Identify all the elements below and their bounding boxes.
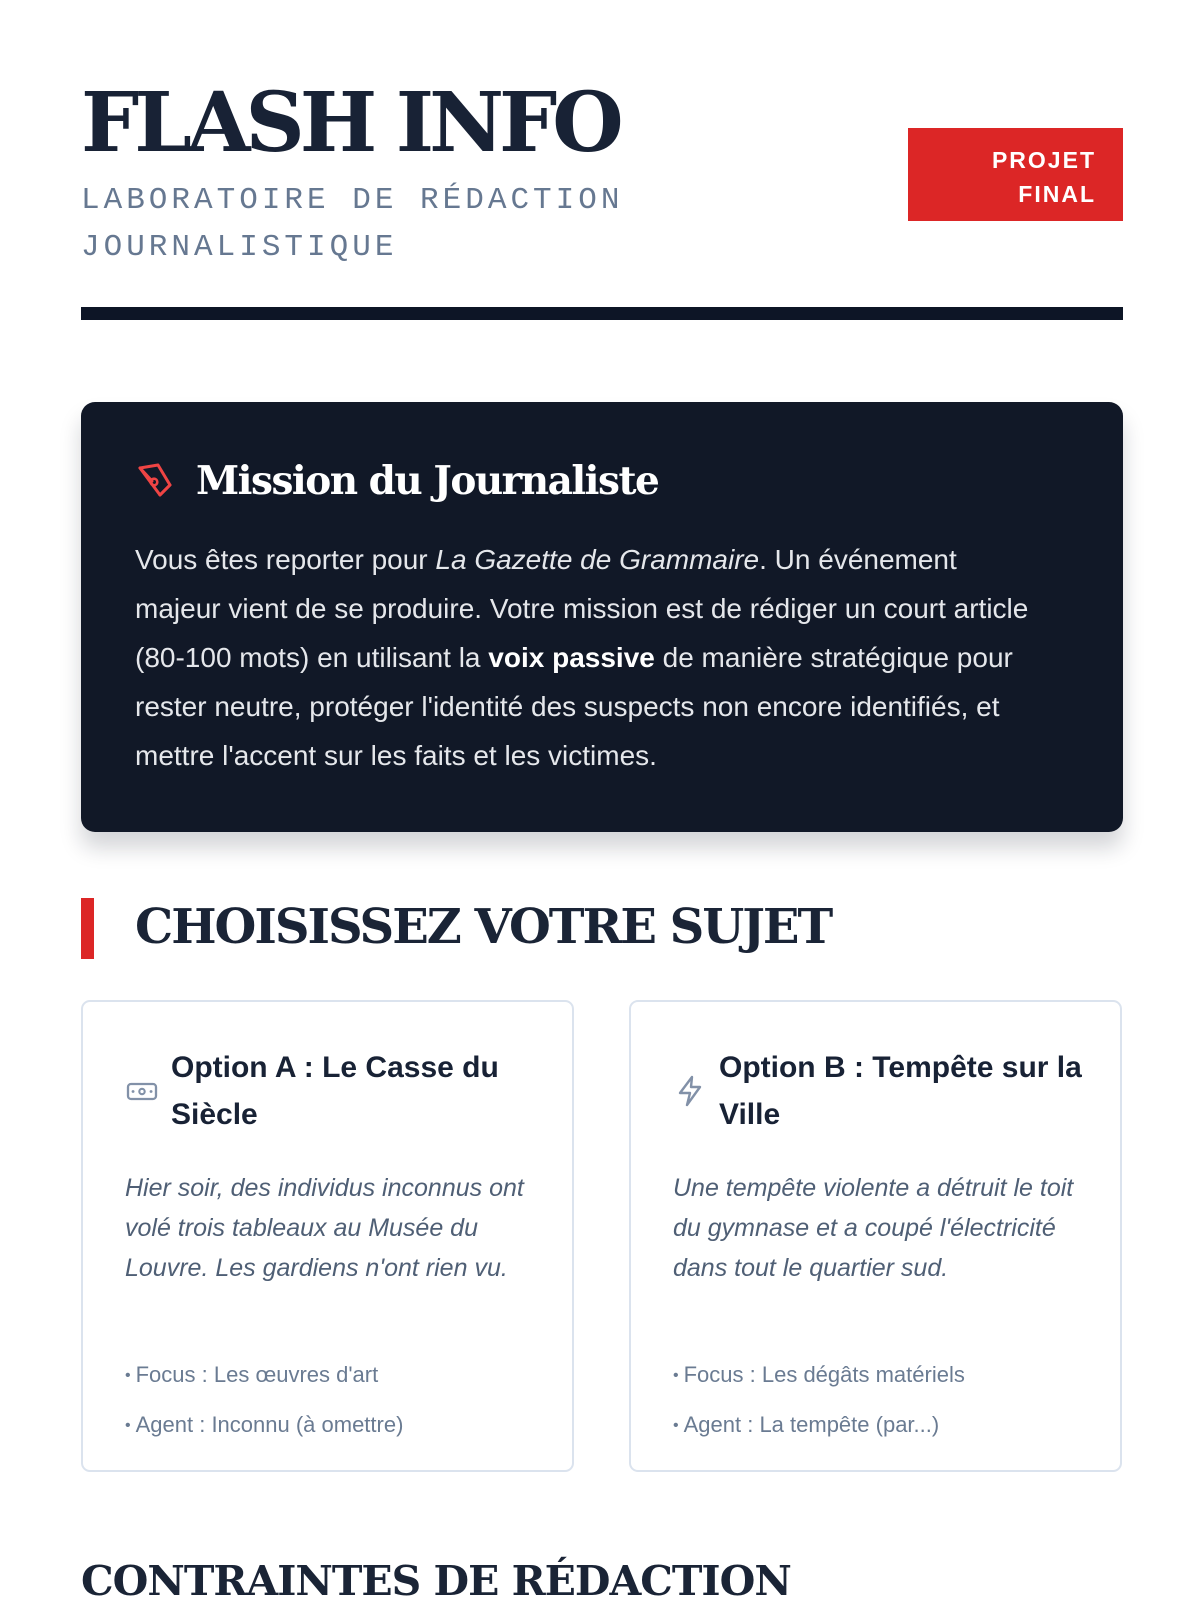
mission-heading (135, 456, 1069, 510)
option-a-agent: • Agent : Inconnu (à omettre) (125, 1401, 545, 1451)
header-divider (81, 307, 1123, 320)
option-b-title: Option B : Tempête sur la Ville (719, 1051, 1082, 1131)
cash-icon (125, 1074, 159, 1108)
mission-title: Mission du Journaliste (196, 458, 659, 504)
topic-section-heading (81, 898, 1081, 960)
option-b-details (673, 1351, 1093, 1451)
project-final-badge: PROJET FINAL (908, 128, 1123, 221)
topic-option-a-card[interactable] (81, 1000, 574, 1472)
masthead (81, 75, 1123, 328)
option-b-agent: • Agent : La tempête (par...) (673, 1401, 1093, 1451)
option-b-focus: • Focus : Les dégâts matériels (673, 1351, 1093, 1401)
publication-name: La Gazette de Grammaire (435, 544, 760, 575)
option-b-description: Une tempête violente a détruit le toit du gymnase et a coupé l'électricité dans tout le quartier sud. (673, 1174, 1074, 1282)
choose-topic-title: CHOISISSEZ VOTRE SUJET (135, 899, 832, 955)
mission-text-middle: . Un événement majeur vient de se produire. Votre mission est de rédiger un court article (80-100 mots) en utilisant la (135, 544, 1029, 673)
lightning-icon (673, 1074, 707, 1108)
option-a-title: Option A : Le Casse du Siècle (171, 1051, 499, 1131)
writing-constraints-title: CONTRAINTES DE RÉDACTION (81, 1557, 791, 1600)
journalist-mission-card (81, 402, 1123, 832)
mission-text-start: Vous êtes reporter pour (135, 544, 436, 575)
passive-voice-emphasis: voix passive (488, 642, 655, 673)
option-a-focus: • Focus : Les œuvres d'art (125, 1351, 545, 1401)
site-subtitle: LABORATOIRE DE RÉDACTION JOURNALISTIQUE (81, 183, 624, 265)
section-accent-bar (81, 898, 94, 959)
option-a-details (125, 1351, 545, 1451)
site-title: FLASH INFO (81, 75, 619, 171)
mission-text-end: de manière stratégique pour rester neutre, protéger l'identité des suspects non encore identifiés, et mettre l'accent sur les faits et les victimes. (135, 642, 1013, 771)
mission-description (135, 535, 1035, 780)
option-a-description: Hier soir, des individus inconnus ont volé trois tableaux au Musée du Louvre. Les gardiens n'ont rien vu. (125, 1174, 524, 1282)
topic-option-b-card[interactable] (629, 1000, 1122, 1472)
pen-nib-icon (135, 461, 173, 499)
